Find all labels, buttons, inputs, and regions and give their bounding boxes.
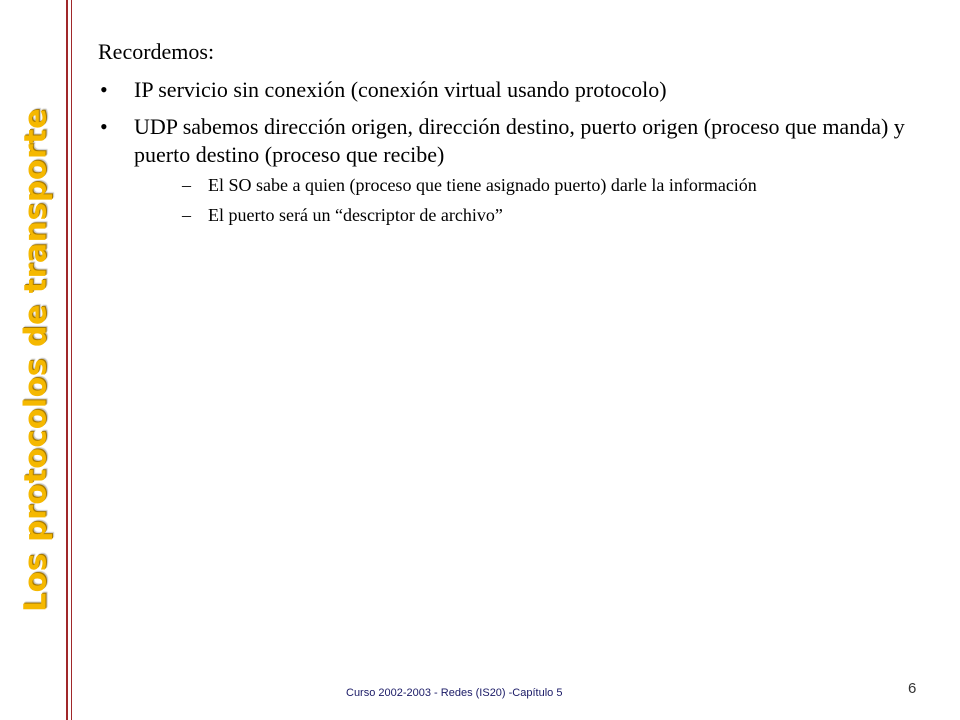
bullet-item (98, 76, 918, 104)
vertical-rule-outer (66, 0, 68, 720)
sub-bullet-text: El puerto será un “descriptor de archivo” (208, 205, 503, 225)
footer-course-label: Curso 2002-2003 - Redes (IS20) -Capítulo 5 (346, 687, 563, 699)
sub-bullet-item (134, 173, 918, 197)
bullet-list (98, 76, 918, 227)
vertical-rule-inner (71, 0, 72, 720)
sub-bullet-marker: – (182, 205, 191, 225)
bullet-text: UDP sabemos dirección origen, dirección destino, puerto origen (proceso que manda) y puerto destino (proceso que recibe) (134, 114, 905, 167)
page-number: 6 (908, 680, 917, 697)
bullet-marker: • (100, 77, 108, 102)
bullet-text: IP servicio sin conexión (conexión virtual usando protocolo) (134, 77, 667, 102)
sub-bullet-text: El SO sabe a quien (proceso que tiene asignado puerto) darle la información (208, 175, 757, 195)
bullet-marker: • (100, 114, 108, 139)
sub-bullet-list (134, 173, 918, 227)
sub-bullet-item (134, 203, 918, 227)
sub-bullet-marker: – (182, 175, 191, 195)
intro-text: Recordemos: (98, 39, 215, 64)
slide-content (98, 38, 918, 236)
side-title: Los protocolos de transporte (18, 108, 54, 612)
bullet-item (98, 113, 918, 227)
